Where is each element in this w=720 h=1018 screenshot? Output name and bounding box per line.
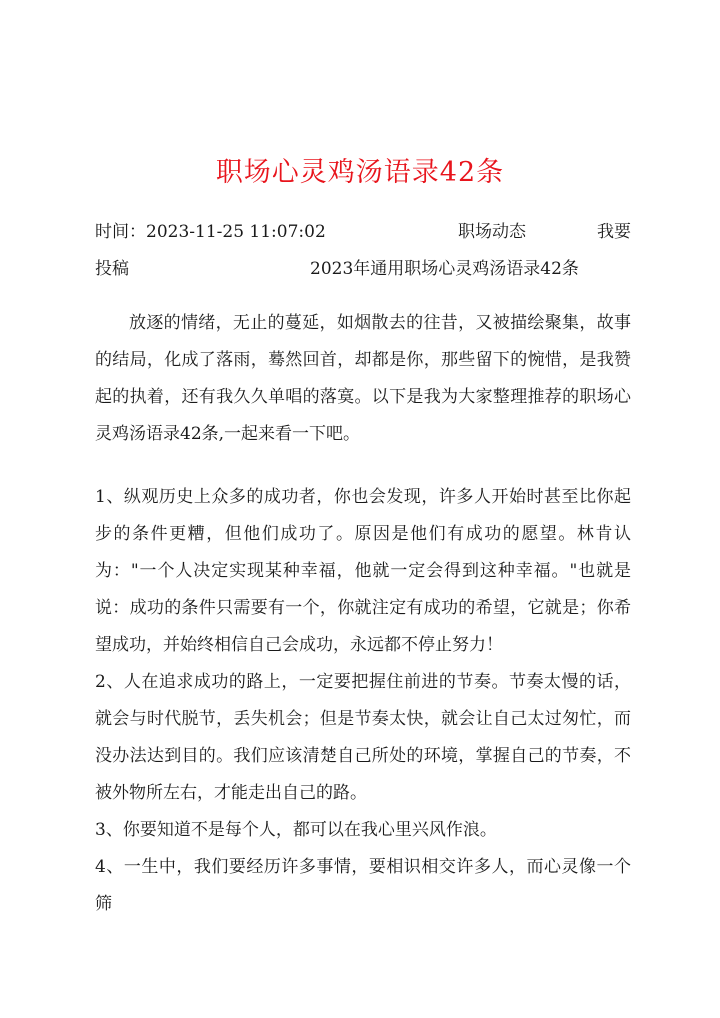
list-item: 2、人在追求成功的路上，一定要把握住前进的节奏。节奏太慢的话，就会与时代脱节，丢失机会；但是节奏太快，就会让自己太过匆忙，而没办法达到目的。我们应该清楚自己所处的环境，掌握自己的节奏，不被外物所左右，才能走出自己的路。 bbox=[95, 672, 631, 803]
category-link[interactable]: 职场动态 bbox=[458, 222, 526, 242]
document-subtitle: 2023年通用职场心灵鸡汤语录42条 bbox=[310, 259, 579, 279]
meta-line-1 bbox=[95, 214, 631, 251]
submit-link-part2[interactable]: 投稿 bbox=[95, 259, 129, 279]
intro-paragraph: 放逐的情绪，无止的蔓延，如烟散去的往昔，又被描绘聚集，故事的结局，化成了落雨，蓦然回首，却都是你，那些留下的惋惜，是我赞起的执着，还有我久久单唱的落寞。以下是我为大家整理推荐的职场心灵鸡汤语录42条,一起来看一下吧。 bbox=[95, 313, 631, 444]
list-item: 3、你要知道不是每个人，都可以在我心里兴风作浪。 bbox=[95, 820, 497, 840]
quote-list bbox=[95, 479, 631, 923]
publish-time: 时间：2023-11-25 11:07:02 bbox=[95, 222, 326, 242]
list-item: 4、一生中，我们要经历许多事情，要相识相交许多人，而心灵像一个筛 bbox=[95, 857, 631, 914]
submit-link-part1[interactable]: 我要 bbox=[597, 222, 631, 242]
meta-line-2 bbox=[95, 251, 631, 288]
document-title: 职场心灵鸡汤语录42条 bbox=[215, 157, 505, 188]
list-item: 1、纵观历史上众多的成功者，你也会发现，许多人开始时甚至比你起步的条件更糟，但他们成功了。原因是他们有成功的愿望。林肯认为："一个人决定实现某种幸福，他就一定会得到这种幸福。"也就是说：成功的条件只需要有一个，你就注定有成功的希望，它就是；你希望成功，并始终相信自己会成功，永远都不停止努力！ bbox=[95, 487, 631, 655]
